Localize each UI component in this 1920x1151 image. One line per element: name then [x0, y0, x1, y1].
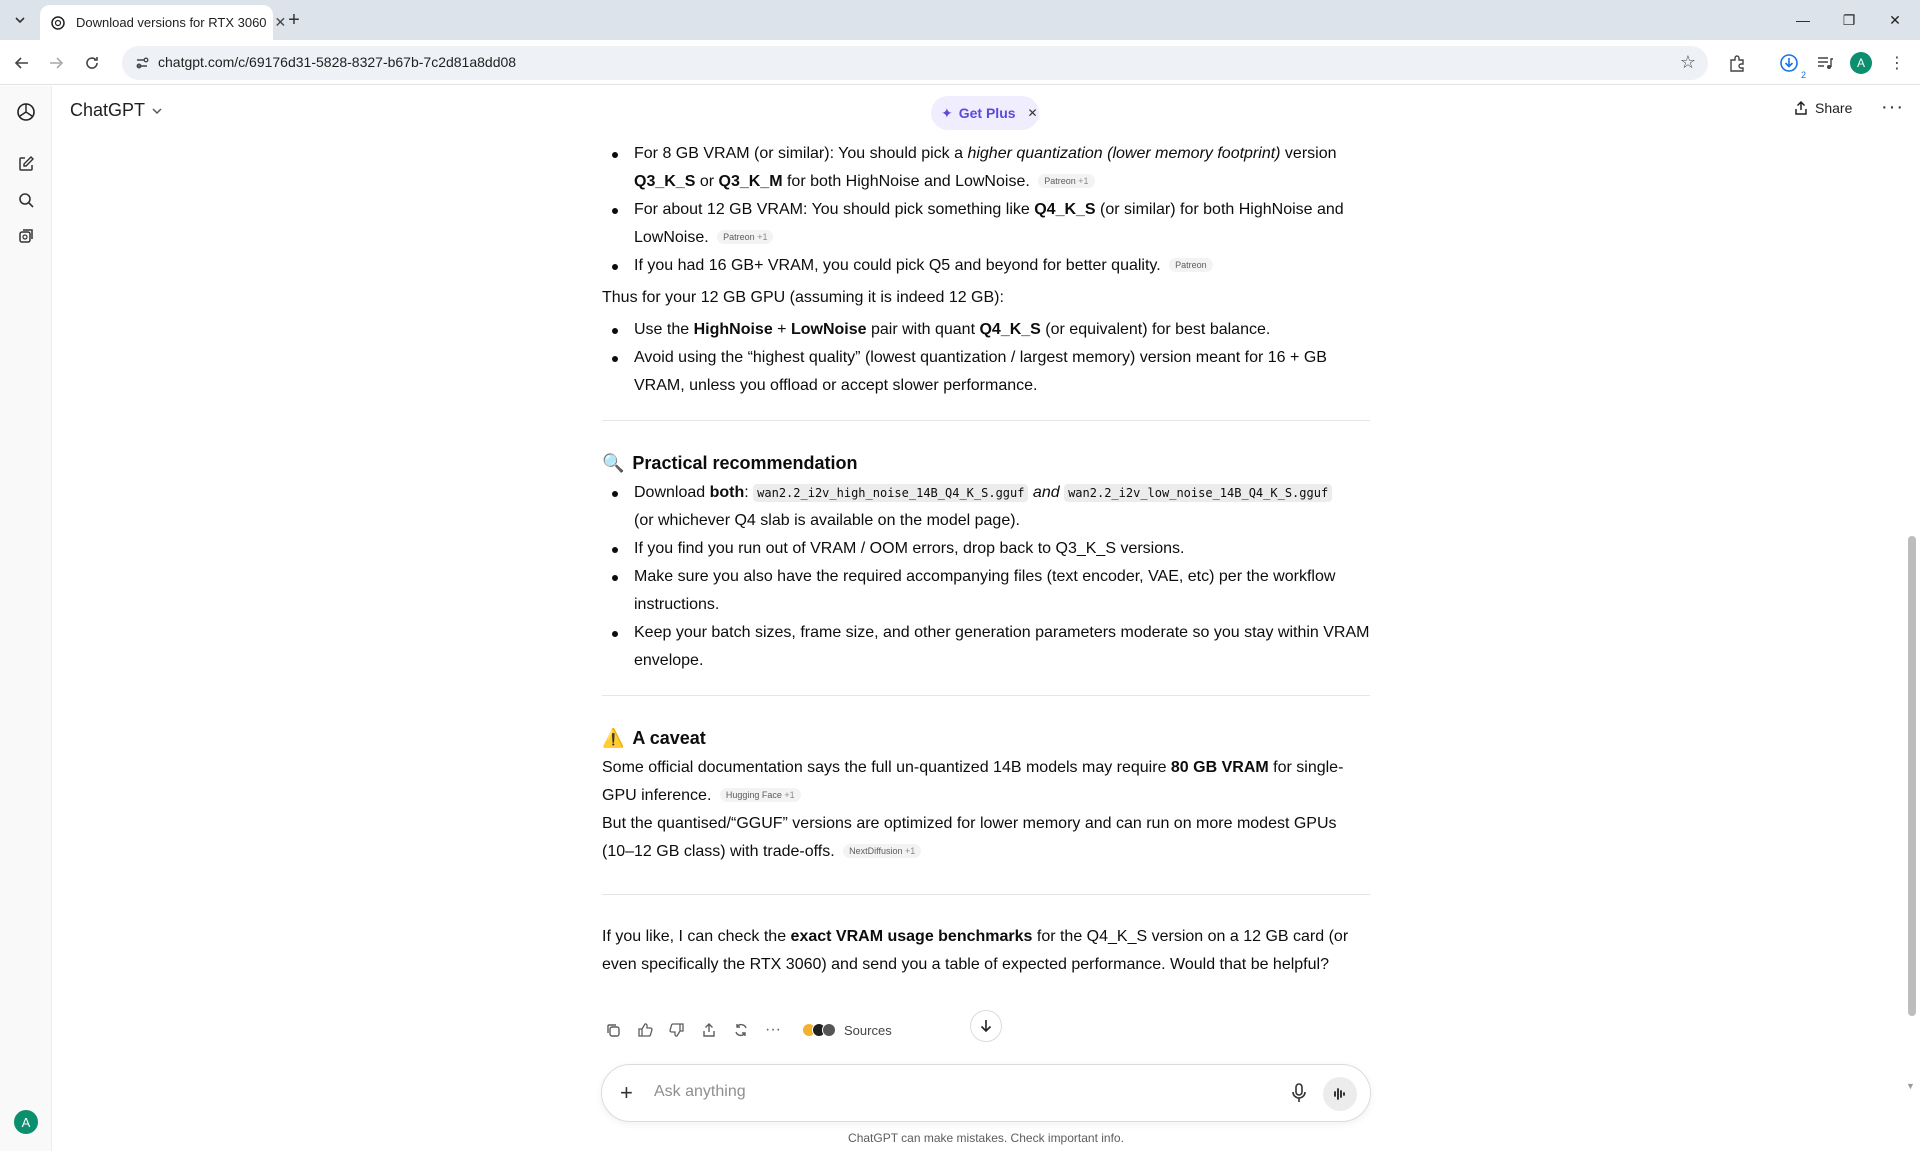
chat-header	[53, 86, 1920, 140]
bold-text: Q4_K_S	[1034, 201, 1096, 218]
model-selector[interactable]	[70, 100, 163, 121]
citation-count: +1	[784, 790, 795, 800]
openai-logo-icon[interactable]	[14, 100, 38, 124]
message-actions	[602, 1016, 892, 1044]
citation-count: +1	[905, 846, 916, 856]
model-label: ChatGPT	[70, 100, 146, 120]
address-bar[interactable]	[122, 46, 1708, 80]
dismiss-plus-icon[interactable]: ✕	[1027, 106, 1038, 120]
text: for single-GPU inference.	[602, 759, 1344, 804]
tab-title: Download versions for RTX 3060	[76, 15, 267, 30]
minimize-button[interactable]: —	[1796, 12, 1810, 28]
chat-composer[interactable]	[601, 1064, 1371, 1122]
scrollbar-thumb[interactable]	[1908, 536, 1916, 1016]
citation-badge[interactable]	[1169, 258, 1213, 272]
text: Download	[634, 484, 710, 501]
browser-menu-icon[interactable]: ⋮	[1889, 55, 1905, 72]
microphone-icon[interactable]	[1290, 1082, 1308, 1109]
bold-text: HighNoise	[693, 321, 773, 338]
text: +	[772, 321, 791, 338]
citation-source: Patreon	[1175, 260, 1207, 270]
share-message-icon[interactable]	[698, 1019, 720, 1041]
conversation-options-icon[interactable]: ···	[1881, 96, 1904, 118]
sidebar-rail	[0, 86, 52, 1151]
tab-search-button[interactable]	[8, 8, 32, 32]
reload-icon	[84, 55, 100, 71]
share-label: Share	[1815, 100, 1853, 116]
chatgpt-app	[0, 86, 1920, 1151]
bold-text: Q4_K_S	[979, 321, 1041, 338]
recommendation-list	[602, 316, 1370, 400]
citation-source: Hugging Face	[725, 790, 782, 800]
citation-badge[interactable]	[717, 230, 773, 244]
list-item	[602, 196, 1370, 252]
magnifier-emoji-icon: 🔍	[602, 453, 625, 473]
copy-icon[interactable]	[602, 1019, 624, 1041]
citation-source: Patreon	[1044, 176, 1076, 186]
user-avatar[interactable]: A	[14, 1110, 38, 1134]
browser-tabstrip	[0, 0, 1920, 40]
url-text: chatgpt.com/c/69176d31-5828-8327-b67b-7c2d81a8dd08	[158, 54, 517, 70]
citation-source: NextDiffusion	[849, 846, 903, 856]
bold-text: exact VRAM usage benchmarks	[790, 928, 1033, 945]
share-icon	[1793, 100, 1809, 116]
sources-label: Sources	[844, 1022, 892, 1038]
citation-count: +1	[757, 232, 768, 242]
assistant-message	[602, 140, 1370, 979]
forward-button[interactable]	[42, 49, 70, 77]
text: for the Q4_K_S version on a 12 GB card (or even specifically the RTX 3060) and send you a table of expected performance. Would that be helpful?	[602, 928, 1349, 973]
library-icon[interactable]	[14, 224, 38, 248]
closing-paragraph	[602, 923, 1370, 979]
text: :	[744, 484, 754, 501]
paragraph	[602, 810, 1370, 866]
divider	[602, 420, 1370, 421]
citation-source: Patreon	[723, 232, 755, 242]
thumbs-up-icon[interactable]	[634, 1019, 656, 1041]
bold-text: LowNoise	[790, 321, 867, 338]
get-plus-button[interactable]	[931, 96, 1039, 130]
list-item: If you find you run out of VRAM / OOM errors, drop back to Q3_K_S versions.	[602, 535, 1370, 563]
bookmark-star-icon[interactable]: ☆	[1679, 52, 1696, 72]
arrow-left-icon	[14, 55, 30, 71]
text: For about 12 GB VRAM: You should pick something like	[634, 201, 1035, 218]
section-heading	[602, 449, 1370, 477]
site-info-icon[interactable]	[134, 55, 150, 71]
section-heading	[602, 724, 1370, 752]
voice-mode-button[interactable]	[1323, 1077, 1357, 1111]
paragraph: Thus for your 12 GB GPU (assuming it is indeed 12 GB):	[602, 289, 1004, 306]
list-item: Avoid using the “highest quality” (lowest quantization / largest memory) version meant for 16 + GB VRAM, unless you offload or accept slower performance.	[602, 344, 1370, 400]
bold-text: 80 GB VRAM	[1170, 759, 1269, 776]
bold-text: Q3_K_S	[634, 173, 696, 190]
arrow-down-icon	[979, 1019, 993, 1033]
text: pair with quant	[866, 321, 980, 338]
heading-text: Practical recommendation	[632, 453, 858, 473]
tab-close-icon[interactable]: ✕	[274, 14, 287, 30]
sources-button[interactable]	[802, 1023, 892, 1038]
text: for both HighNoise and LowNoise.	[782, 173, 1030, 190]
divider	[602, 894, 1370, 895]
downloads-icon[interactable]	[1776, 50, 1806, 80]
text: (or whichever Q4 slab is available on the model page).	[634, 512, 1020, 529]
search-chats-icon[interactable]	[14, 188, 38, 212]
restore-button[interactable]: ❐	[1842, 11, 1856, 28]
source-favicon-icon	[822, 1023, 836, 1037]
citation-badge[interactable]	[720, 788, 801, 802]
warning-emoji-icon: ⚠️	[602, 728, 625, 748]
divider	[602, 695, 1370, 696]
text: Some official documentation says the full un-quantized 14B models may require	[602, 759, 1171, 776]
composer-placeholder[interactable]: Ask anything	[654, 1083, 746, 1100]
text: version	[1280, 145, 1337, 162]
text: For 8 GB VRAM (or similar): You should pick a	[634, 145, 968, 162]
scroll-down-arrow[interactable]: ▼	[1906, 1081, 1915, 1091]
thumbs-down-icon[interactable]	[666, 1019, 688, 1041]
extensions-icon[interactable]	[1724, 50, 1750, 76]
list-item	[602, 252, 1370, 280]
text: But the quantised/“GGUF” versions are optimized for lower memory and can run on more modest GPUs (10–12 GB class) with trade-offs.	[602, 815, 1337, 860]
new-tab-button[interactable]: +	[288, 8, 300, 31]
scroll-to-bottom-button[interactable]	[970, 1010, 1002, 1042]
list-item: Keep your batch sizes, frame size, and other generation parameters moderate so you stay within VRAM envelope.	[602, 619, 1370, 675]
text: If you had 16 GB+ VRAM, you could pick Q5 and beyond for better quality.	[634, 257, 1161, 274]
text: or	[695, 173, 719, 190]
citation-badge[interactable]	[843, 844, 921, 858]
text: (or equivalent) for best balance.	[1040, 321, 1271, 338]
window-close-button[interactable]: ✕	[1889, 11, 1901, 28]
chevron-down-icon	[14, 14, 26, 26]
filename-code: wan2.2_i2v_low_noise_14B_Q4_K_S.gguf	[1064, 484, 1332, 502]
list-item: Make sure you also have the required accompanying files (text encoder, VAE, etc) per the workflow instructions.	[602, 563, 1370, 619]
back-button[interactable]	[8, 49, 36, 77]
list-item	[602, 479, 1370, 535]
bold-text: Q3_K_M	[718, 173, 783, 190]
citation-badge[interactable]	[1038, 174, 1094, 188]
new-chat-icon[interactable]	[14, 152, 38, 176]
quantization-list	[602, 140, 1370, 280]
disclaimer-text: ChatGPT can make mistakes. Check important info.	[848, 1131, 1124, 1145]
openai-favicon-icon	[50, 15, 66, 31]
browser-tab[interactable]	[40, 5, 287, 40]
get-plus-label: Get Plus	[958, 105, 1016, 121]
citation-count: +1	[1078, 176, 1089, 186]
text: If you like, I can check the	[602, 928, 791, 945]
download-count: 2	[1800, 70, 1806, 80]
regenerate-icon[interactable]	[730, 1019, 752, 1041]
media-queue-icon[interactable]	[1812, 50, 1838, 76]
text: (or similar) for both HighNoise and LowNoise.	[634, 201, 1344, 246]
paragraph	[602, 754, 1370, 810]
sparkle-icon: ✦	[941, 104, 953, 121]
emphasis-text: and	[1032, 484, 1060, 501]
chevron-down-icon	[151, 105, 163, 117]
voice-waveform-icon	[1332, 1086, 1348, 1102]
browser-profile-avatar[interactable]: A	[1850, 52, 1872, 74]
text: Use the	[634, 321, 694, 338]
arrow-right-icon	[48, 55, 64, 71]
heading-text: A caveat	[632, 728, 706, 748]
attach-plus-icon[interactable]: +	[620, 1080, 633, 1105]
practical-list	[602, 479, 1370, 675]
more-actions-icon[interactable]: ···	[765, 1021, 781, 1038]
filename-code: wan2.2_i2v_high_noise_14B_Q4_K_S.gguf	[753, 484, 1028, 502]
list-item	[602, 140, 1370, 196]
reload-button[interactable]	[78, 49, 106, 77]
emphasis-text: higher quantization (lower memory footprint)	[967, 145, 1281, 162]
browser-toolbar	[0, 40, 1920, 85]
bold-text: both	[709, 484, 745, 501]
list-item	[602, 316, 1370, 344]
share-button[interactable]	[1793, 100, 1852, 116]
